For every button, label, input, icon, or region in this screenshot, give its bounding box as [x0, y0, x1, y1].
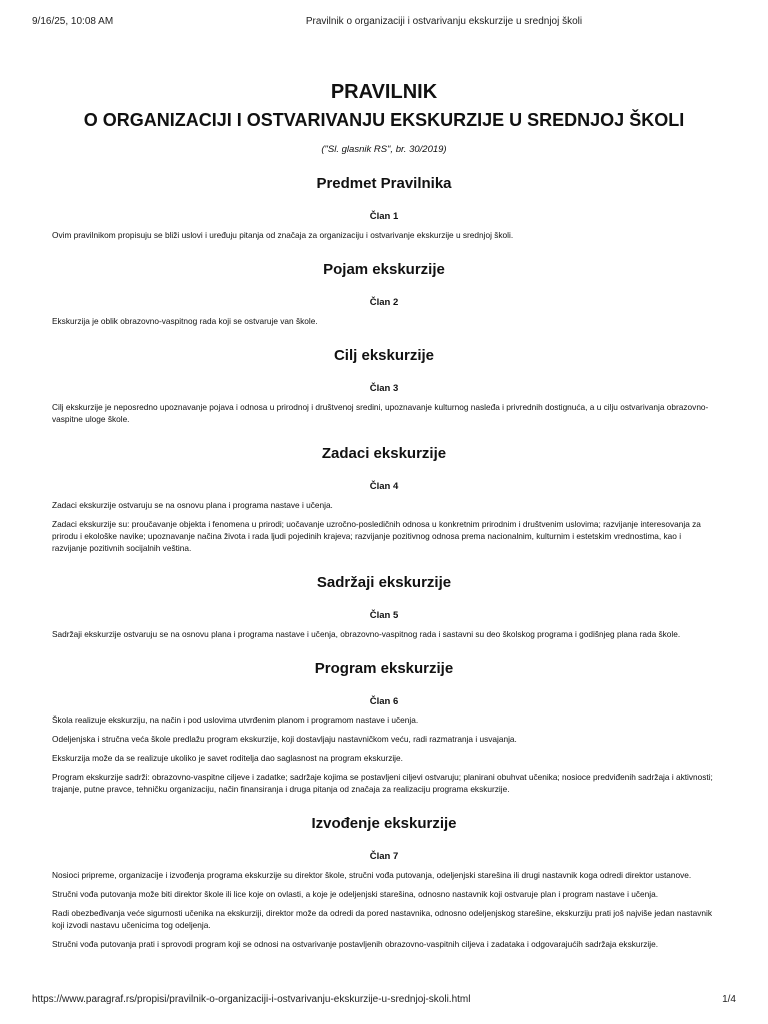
- section: [52, 445, 716, 554]
- article-paragraph: Ekskurzija je oblik obrazovno-vaspitnog rada koji se ostvaruje van škole.: [52, 316, 318, 326]
- article-number: Član 7: [369, 851, 399, 862]
- section-heading: Pojam ekskurzije: [323, 261, 445, 278]
- article-number: Član 4: [369, 481, 399, 492]
- section: [52, 175, 716, 241]
- document-subtitle: O ORGANIZACIJI I OSTVARIVANJU EKSKURZIJE U SREDNJOJ ŠKOLI: [83, 110, 685, 130]
- print-header: [0, 16, 768, 30]
- print-datetime: 9/16/25, 10:08 AM: [32, 16, 114, 27]
- article-paragraph: Škola realizuje ekskurziju, na način i pod uslovima utvrđenim planom i programom nastave i učenja.: [52, 715, 419, 725]
- article-paragraph: Program ekskurzije sadrži: obrazovno-vaspitne ciljeve i zadatke; sadržaje kojima se postavljeni ciljevi ostvaruju; planirani obuhvat učenika; nosioce predviđenih sadržaja i aktivnosti; trajanje, putne pravce, tehničku organizaciju, način finansiranja i druga pitanja od značaja za realizaciju programa ekskurzije.: [52, 772, 713, 794]
- article-paragraph: Zadaci ekskurzije su: proučavanje objekta i fenomena u prirodi; uočavanje uzročno-posledičnih odnosa u konkretnim prirodnim i društvenim uslovima; razvijanje interesovanja za prirodu i ekološke navike; upoznavanje načina života i rada ljudi pojedinih krajeva; razvijanje pozitivnog odnosa prema nacionalnim, kulturnim i estetskim vrednostima, kao i razvijanje pozitivnih socijalnih veština.: [52, 519, 701, 553]
- print-page-title: Pravilnik o organizaciji i ostvarivanju ekskurzije u srednjoj školi: [305, 16, 583, 27]
- document-body: [52, 80, 716, 950]
- article-paragraph: Sadržaji ekskurzije ostvaruju se na osnovu plana i programa nastave i učenja, obrazovno-vaspitnog rada i sastavni su deo školskog programa i godišnjeg plana rada škole.: [52, 629, 681, 639]
- page-number: 1/4: [722, 994, 736, 1005]
- article-number: Član 5: [369, 610, 399, 621]
- print-footer: [0, 994, 768, 1008]
- article-paragraph: Nosioci pripreme, organizacije i izvođenja programa ekskurzije su direktor škole, stručni vođa putovanja, odeljenjski starešina ili drugi nastavnik koga odredi direktor ustanove.: [52, 870, 692, 880]
- section: [52, 660, 716, 795]
- section-heading: Sadržaji ekskurzije: [316, 574, 452, 591]
- section-heading: Cilj ekskurzije: [333, 347, 435, 364]
- gazette-reference: ("Sl. glasnik RS", br. 30/2019): [321, 144, 447, 155]
- print-url: https://www.paragraf.rs/propisi/pravilnik-o-organizaciji-i-ostvarivanju-ekskurzije-u-srednjoj-skoli.html: [32, 994, 471, 1005]
- article-number: Član 1: [369, 211, 399, 222]
- section: [52, 815, 716, 950]
- section: [52, 261, 716, 327]
- article-number: Član 6: [369, 696, 399, 707]
- sections-container: [52, 175, 716, 950]
- section-heading: Program ekskurzije: [314, 660, 454, 677]
- article-number: Član 2: [369, 297, 399, 308]
- section: [52, 347, 716, 425]
- article-paragraph: Odeljenjska i stručna veća škole predlažu program ekskurzije, koji dostavljaju nastavničkom veću, radi razmatranja i usvajanja.: [52, 734, 517, 744]
- section-heading: Predmet Pravilnika: [316, 175, 452, 192]
- article-paragraph: Ekskurzija može da se realizuje ukoliko je savet roditelja dao saglasnost na program ekskurzije.: [52, 753, 403, 763]
- article-paragraph: Stručni vođa putovanja može biti direktor škole ili lice koje on ovlasti, a koje je odeljenjski starešina, odnosno nastavnik koji ostvaruje plan i program nastave i učenja.: [52, 889, 658, 899]
- article-paragraph: Cilj ekskurzije je neposredno upoznavanje pojava i odnosa u prirodnoj i društvenoj sredini, upoznavanje kulturnog nasleđa i privrednih dostignuća, a u cilju ostvarivanja obrazovno-vaspitne uloge škole.: [52, 402, 709, 424]
- article-number: Član 3: [369, 383, 399, 394]
- article-paragraph: Zadaci ekskurzije ostvaruju se na osnovu plana i programa nastave i učenja.: [52, 500, 333, 510]
- section: [52, 574, 716, 640]
- section-heading: Zadaci ekskurzije: [321, 445, 447, 462]
- article-paragraph: Radi obezbeđivanja veće sigurnosti učenika na ekskurziji, direktor može da odredi da pored nastavnika, odnosno odeljenjskog starešine, ekskurziju prati još najviše jedan nastavnik koji izvodi nastavu učenicima tog odeljenja.: [52, 908, 712, 930]
- document-title: PRAVILNIK: [330, 81, 438, 103]
- article-paragraph: Ovim pravilnikom propisuju se bliži uslovi i uređuju pitanja od značaja za organizaciju i ostvarivanje ekskurzije u srednjoj školi.: [52, 230, 514, 240]
- article-paragraph: Stručni vođa putovanja prati i sprovodi program koji se odnosi na ostvarivanje postavljenih obrazovno-vaspitnih ciljeva i zadataka i odgovarajućih sadržaja ekskurzije.: [52, 939, 659, 949]
- section-heading: Izvođenje ekskurzije: [311, 815, 457, 832]
